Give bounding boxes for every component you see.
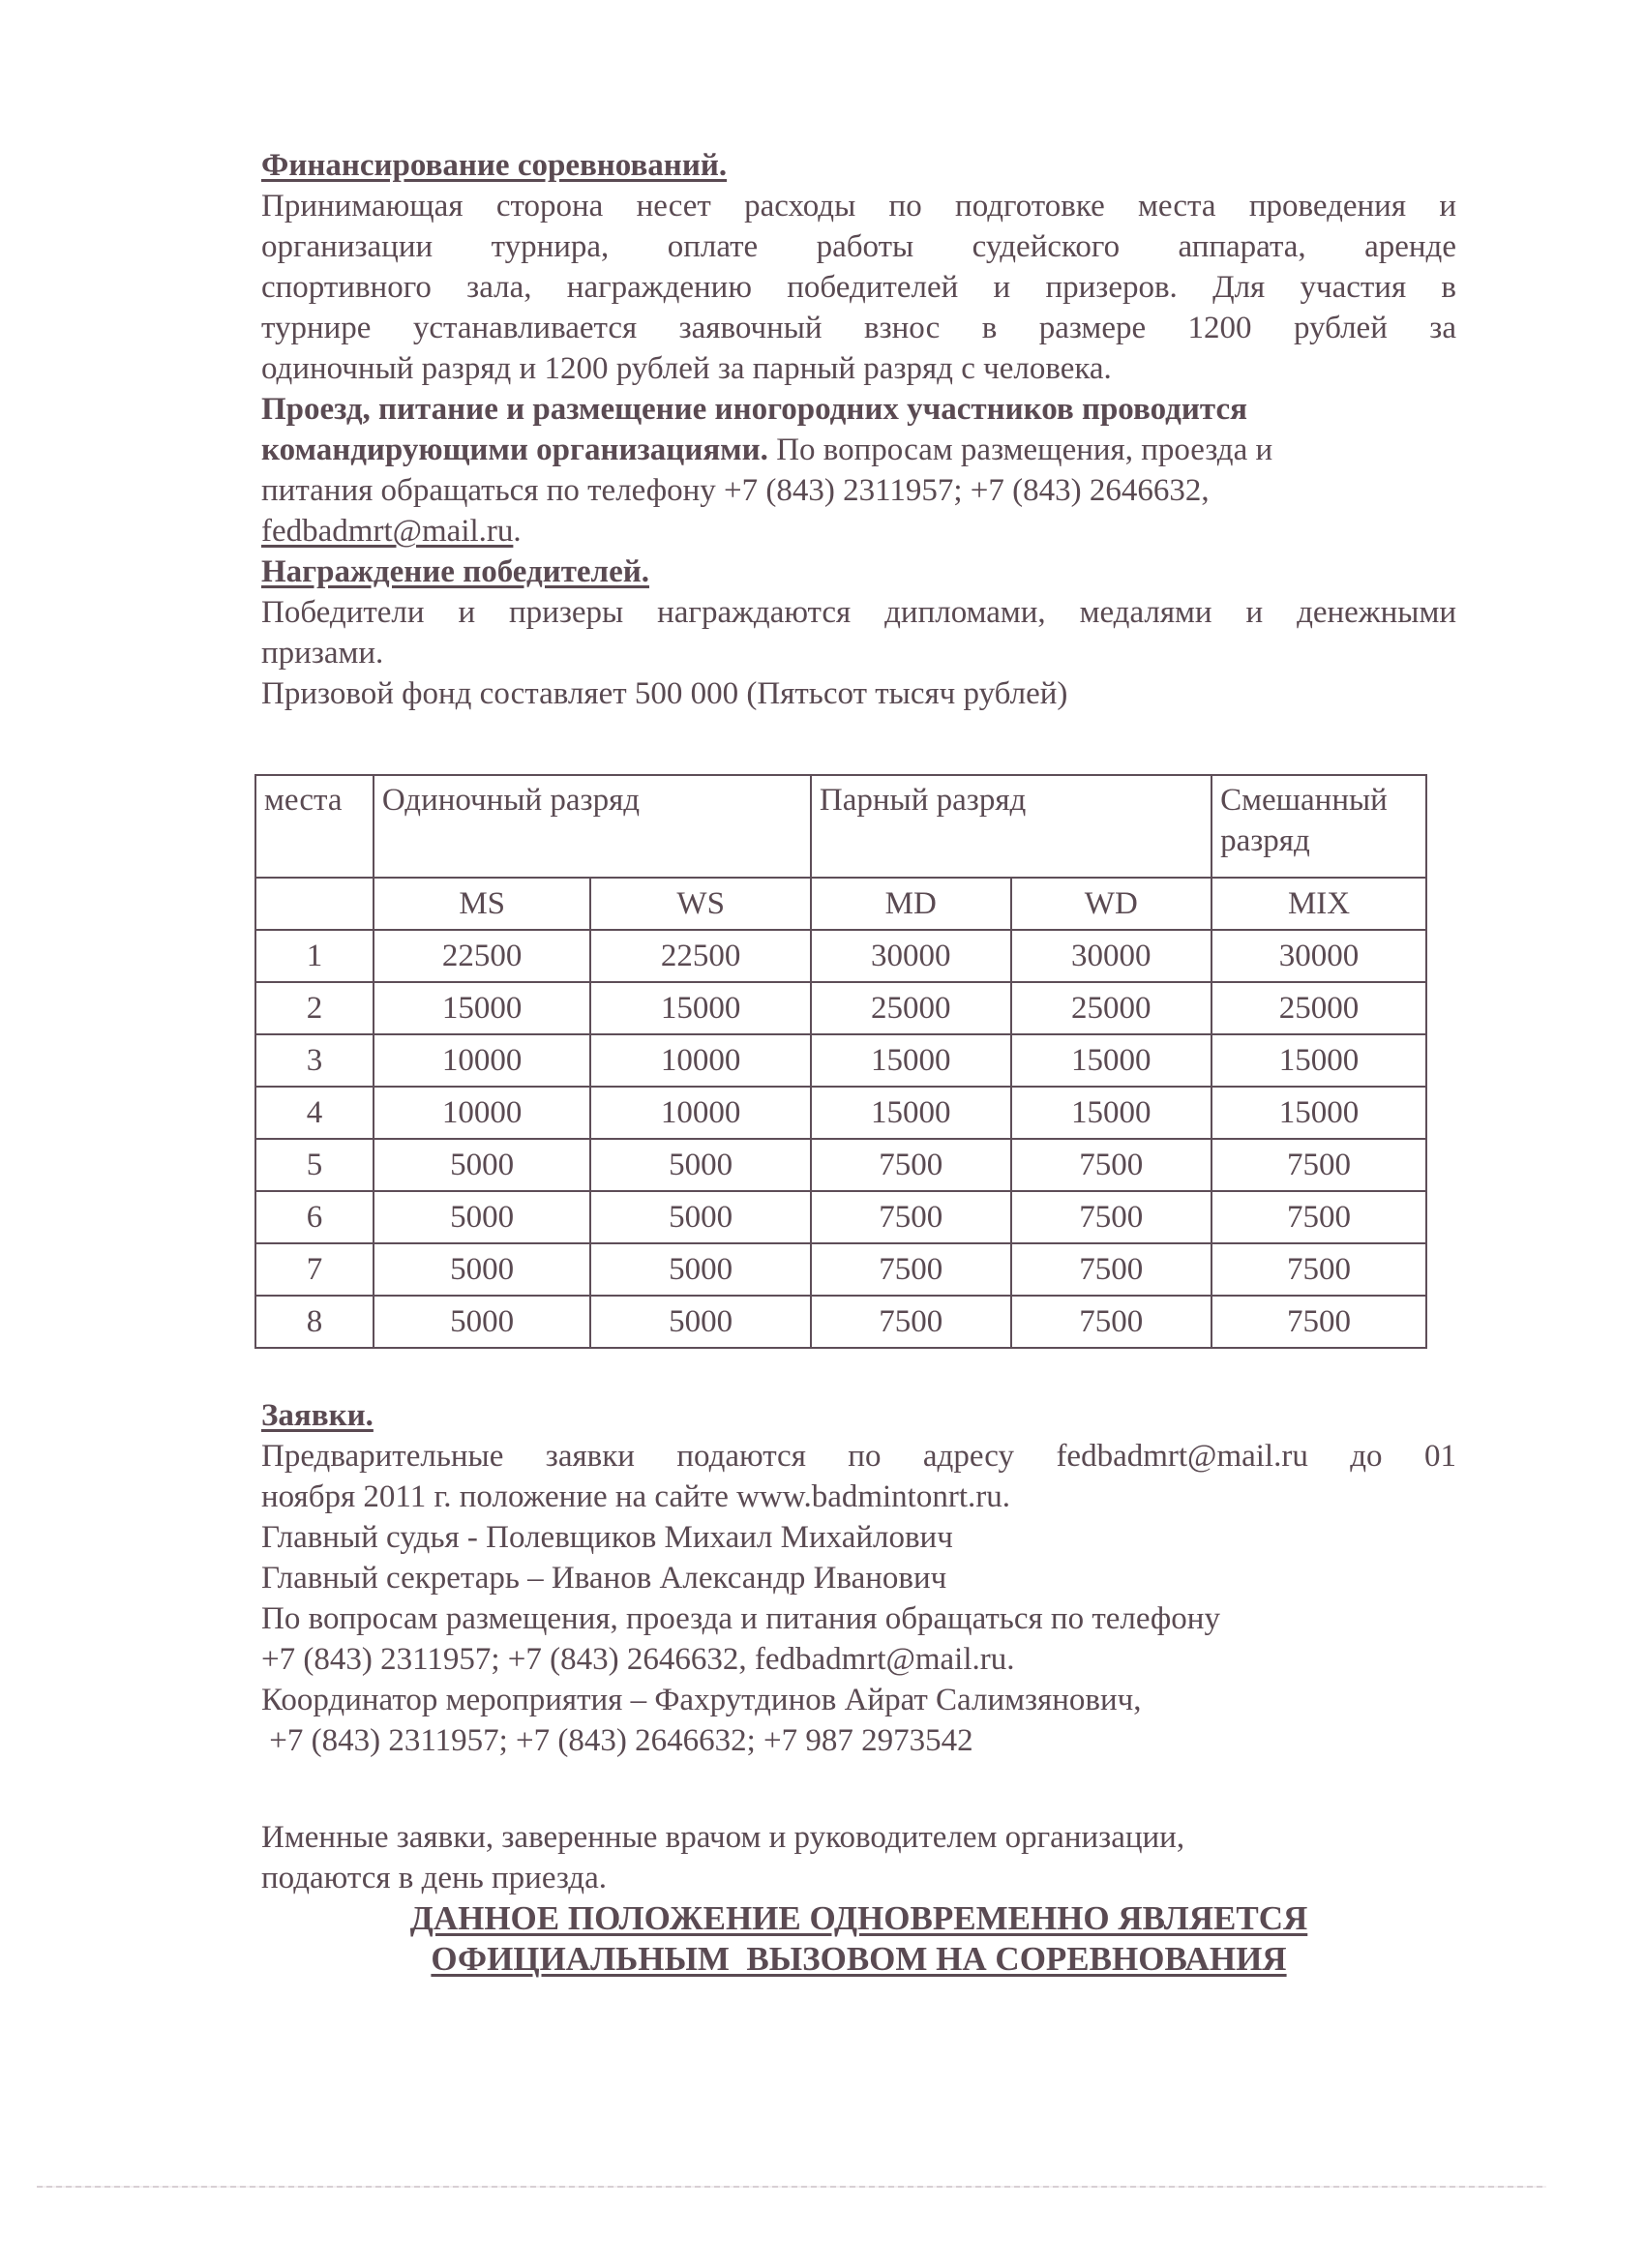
banner-line: ОФИЦИАЛЬНЫМ ВЫЗОВОМ НА СОРЕВНОВАНИЯ [431, 1940, 1287, 1978]
prize-table [254, 774, 1427, 1349]
place-cell: 2 [255, 982, 374, 1034]
table-row [255, 1296, 1426, 1348]
scan-artifact-line [37, 2186, 1546, 2188]
prize-cell: 10000 [590, 1087, 811, 1139]
place-cell: 5 [255, 1139, 374, 1191]
column-header-md: MD [811, 878, 1011, 930]
table-group-header-row [255, 775, 1426, 878]
prize-cell: 15000 [811, 1034, 1011, 1087]
prize-cell: 7500 [1011, 1191, 1212, 1243]
prize-cell: 5000 [374, 1243, 591, 1296]
prize-cell: 30000 [1211, 930, 1426, 982]
table-row [255, 930, 1426, 982]
prize-cell: 15000 [590, 982, 811, 1034]
prize-cell: 10000 [374, 1087, 591, 1139]
prize-cell: 15000 [374, 982, 591, 1034]
prize-cell: 15000 [811, 1087, 1011, 1139]
mixed-header: Смешанный разряд [1211, 775, 1426, 878]
financing-line: организации турнира, оплате работы судейского аппарата, аренде [261, 229, 1456, 264]
financing-line: одиночный разряд и 1200 рублей за парный разряд с человека. [261, 351, 1112, 386]
coordinator: Координатор мероприятия – Фахрутдинов Айрат Салимзянович, [261, 1683, 1142, 1717]
prize-cell: 5000 [374, 1139, 591, 1191]
prize-cell: 30000 [811, 930, 1011, 982]
prize-cell: 15000 [1011, 1087, 1212, 1139]
official-call-banner [261, 1898, 1456, 1980]
prize-cell: 25000 [811, 982, 1011, 1034]
chief-secretary: Главный секретарь – Иванов Александр Иванович [261, 1561, 947, 1596]
prize-cell: 5000 [590, 1296, 811, 1348]
financing-heading: Финансирование соревнований. [261, 148, 728, 183]
doubles-header: Парный разряд [811, 775, 1211, 878]
prize-fund: Призовой фонд составляет 500 000 (Пятьсот тысяч рублей) [261, 676, 1068, 711]
document-body [261, 145, 1456, 714]
prize-cell: 10000 [590, 1034, 811, 1087]
applications-heading: Заявки. [261, 1398, 374, 1433]
table-row [255, 1034, 1426, 1087]
email-link[interactable]: fedbadmrt@mail.ru [261, 514, 514, 549]
prize-cell: 7500 [811, 1296, 1011, 1348]
financing-line: турнире устанавливается заявочный взнос в размере 1200 рублей за [261, 311, 1456, 345]
prize-cell: 7500 [1211, 1139, 1426, 1191]
awards-line: призами. [261, 636, 384, 671]
place-header: места [255, 775, 374, 878]
prize-cell: 7500 [1011, 1139, 1212, 1191]
travel-bold-text: командирующими организациями. [261, 433, 768, 467]
chief-judge: Главный судья - Полевщиков Михаил Михайлович [261, 1520, 953, 1555]
travel-line [261, 430, 1456, 470]
prize-cell: 7500 [1211, 1243, 1426, 1296]
prize-cell: 30000 [1011, 930, 1212, 982]
prize-cell: 5000 [374, 1191, 591, 1243]
prize-cell: 7500 [1011, 1296, 1212, 1348]
column-header-mix: MIX [1211, 878, 1426, 930]
prize-cell: 7500 [811, 1139, 1011, 1191]
prize-cell: 25000 [1011, 982, 1212, 1034]
place-cell: 8 [255, 1296, 374, 1348]
travel-text: По вопросам размещения, проезда и [767, 433, 1273, 467]
table-row [255, 1139, 1426, 1191]
table-column-header-row [255, 878, 1426, 930]
prize-cell: 22500 [374, 930, 591, 982]
column-header-wd: WD [1011, 878, 1212, 930]
place-cell: 7 [255, 1243, 374, 1296]
awards-heading: Награждение победителей. [261, 554, 649, 589]
prize-cell: 7500 [1211, 1296, 1426, 1348]
travel-bold-line: Проезд, питание и размещение иногородних участников проводится [261, 392, 1247, 427]
prize-cell: 22500 [590, 930, 811, 982]
applications-line: Предварительные заявки подаются по адресу fedbadmrt@mail.ru до 01 [261, 1439, 1456, 1474]
table-row [255, 1191, 1426, 1243]
banner-line: ДАННОЕ ПОЛОЖЕНИЕ ОДНОВРЕМЕННО ЯВЛЯЕТСЯ [409, 1899, 1308, 1937]
contact-phones: +7 (843) 2311957; +7 (843) 2646632, fedbadmrt@mail.ru. [261, 1642, 1015, 1677]
table-row [255, 1087, 1426, 1139]
place-cell: 3 [255, 1034, 374, 1087]
prize-cell: 7500 [811, 1191, 1011, 1243]
prize-cell: 5000 [590, 1191, 811, 1243]
named-line: Именные заявки, заверенные врачом и руководителем организации, [261, 1820, 1185, 1855]
financing-line: спортивного зала, награждению победителей и призеров. Для участия в [261, 270, 1456, 305]
prize-cell: 7500 [811, 1243, 1011, 1296]
named-line: подаются в день приезда. [261, 1861, 607, 1895]
applications-line: ноября 2011 г. положение на сайте www.badmintonrt.ru. [261, 1479, 1011, 1514]
prize-cell: 5000 [374, 1296, 591, 1348]
prize-cell: 10000 [374, 1034, 591, 1087]
prize-cell: 7500 [1011, 1243, 1212, 1296]
prize-cell: 5000 [590, 1243, 811, 1296]
column-header-ms: MS [374, 878, 591, 930]
place-cell: 1 [255, 930, 374, 982]
applications-line: По вопросам размещения, проезда и питания обращаться по телефону [261, 1601, 1220, 1636]
prize-cell: 15000 [1011, 1034, 1212, 1087]
column-header-ws: WS [590, 878, 811, 930]
place-cell: 4 [255, 1087, 374, 1139]
place-cell: 6 [255, 1191, 374, 1243]
prize-cell: 15000 [1211, 1034, 1426, 1087]
named-applications [261, 1817, 1456, 1898]
table-row [255, 982, 1426, 1034]
awards-line: Победители и призеры награждаются дипломами, медалями и денежными [261, 595, 1456, 630]
singles-header: Одиночный разряд [374, 775, 811, 878]
table-row [255, 1243, 1426, 1296]
applications-section [261, 1395, 1456, 1761]
prize-cell: 5000 [590, 1139, 811, 1191]
travel-email-line: fedbadmrt@mail.ru. [261, 514, 522, 549]
prize-cell: 7500 [1211, 1191, 1426, 1243]
travel-phones: питания обращаться по телефону +7 (843) 2311957; +7 (843) 2646632, [261, 473, 1210, 508]
financing-line: Принимающая сторона несет расходы по подготовке места проведения и [261, 189, 1456, 224]
prize-cell: 15000 [1211, 1087, 1426, 1139]
prize-cell: 25000 [1211, 982, 1426, 1034]
coordinator-phones: +7 (843) 2311957; +7 (843) 2646632; +7 987 2973542 [261, 1723, 973, 1758]
